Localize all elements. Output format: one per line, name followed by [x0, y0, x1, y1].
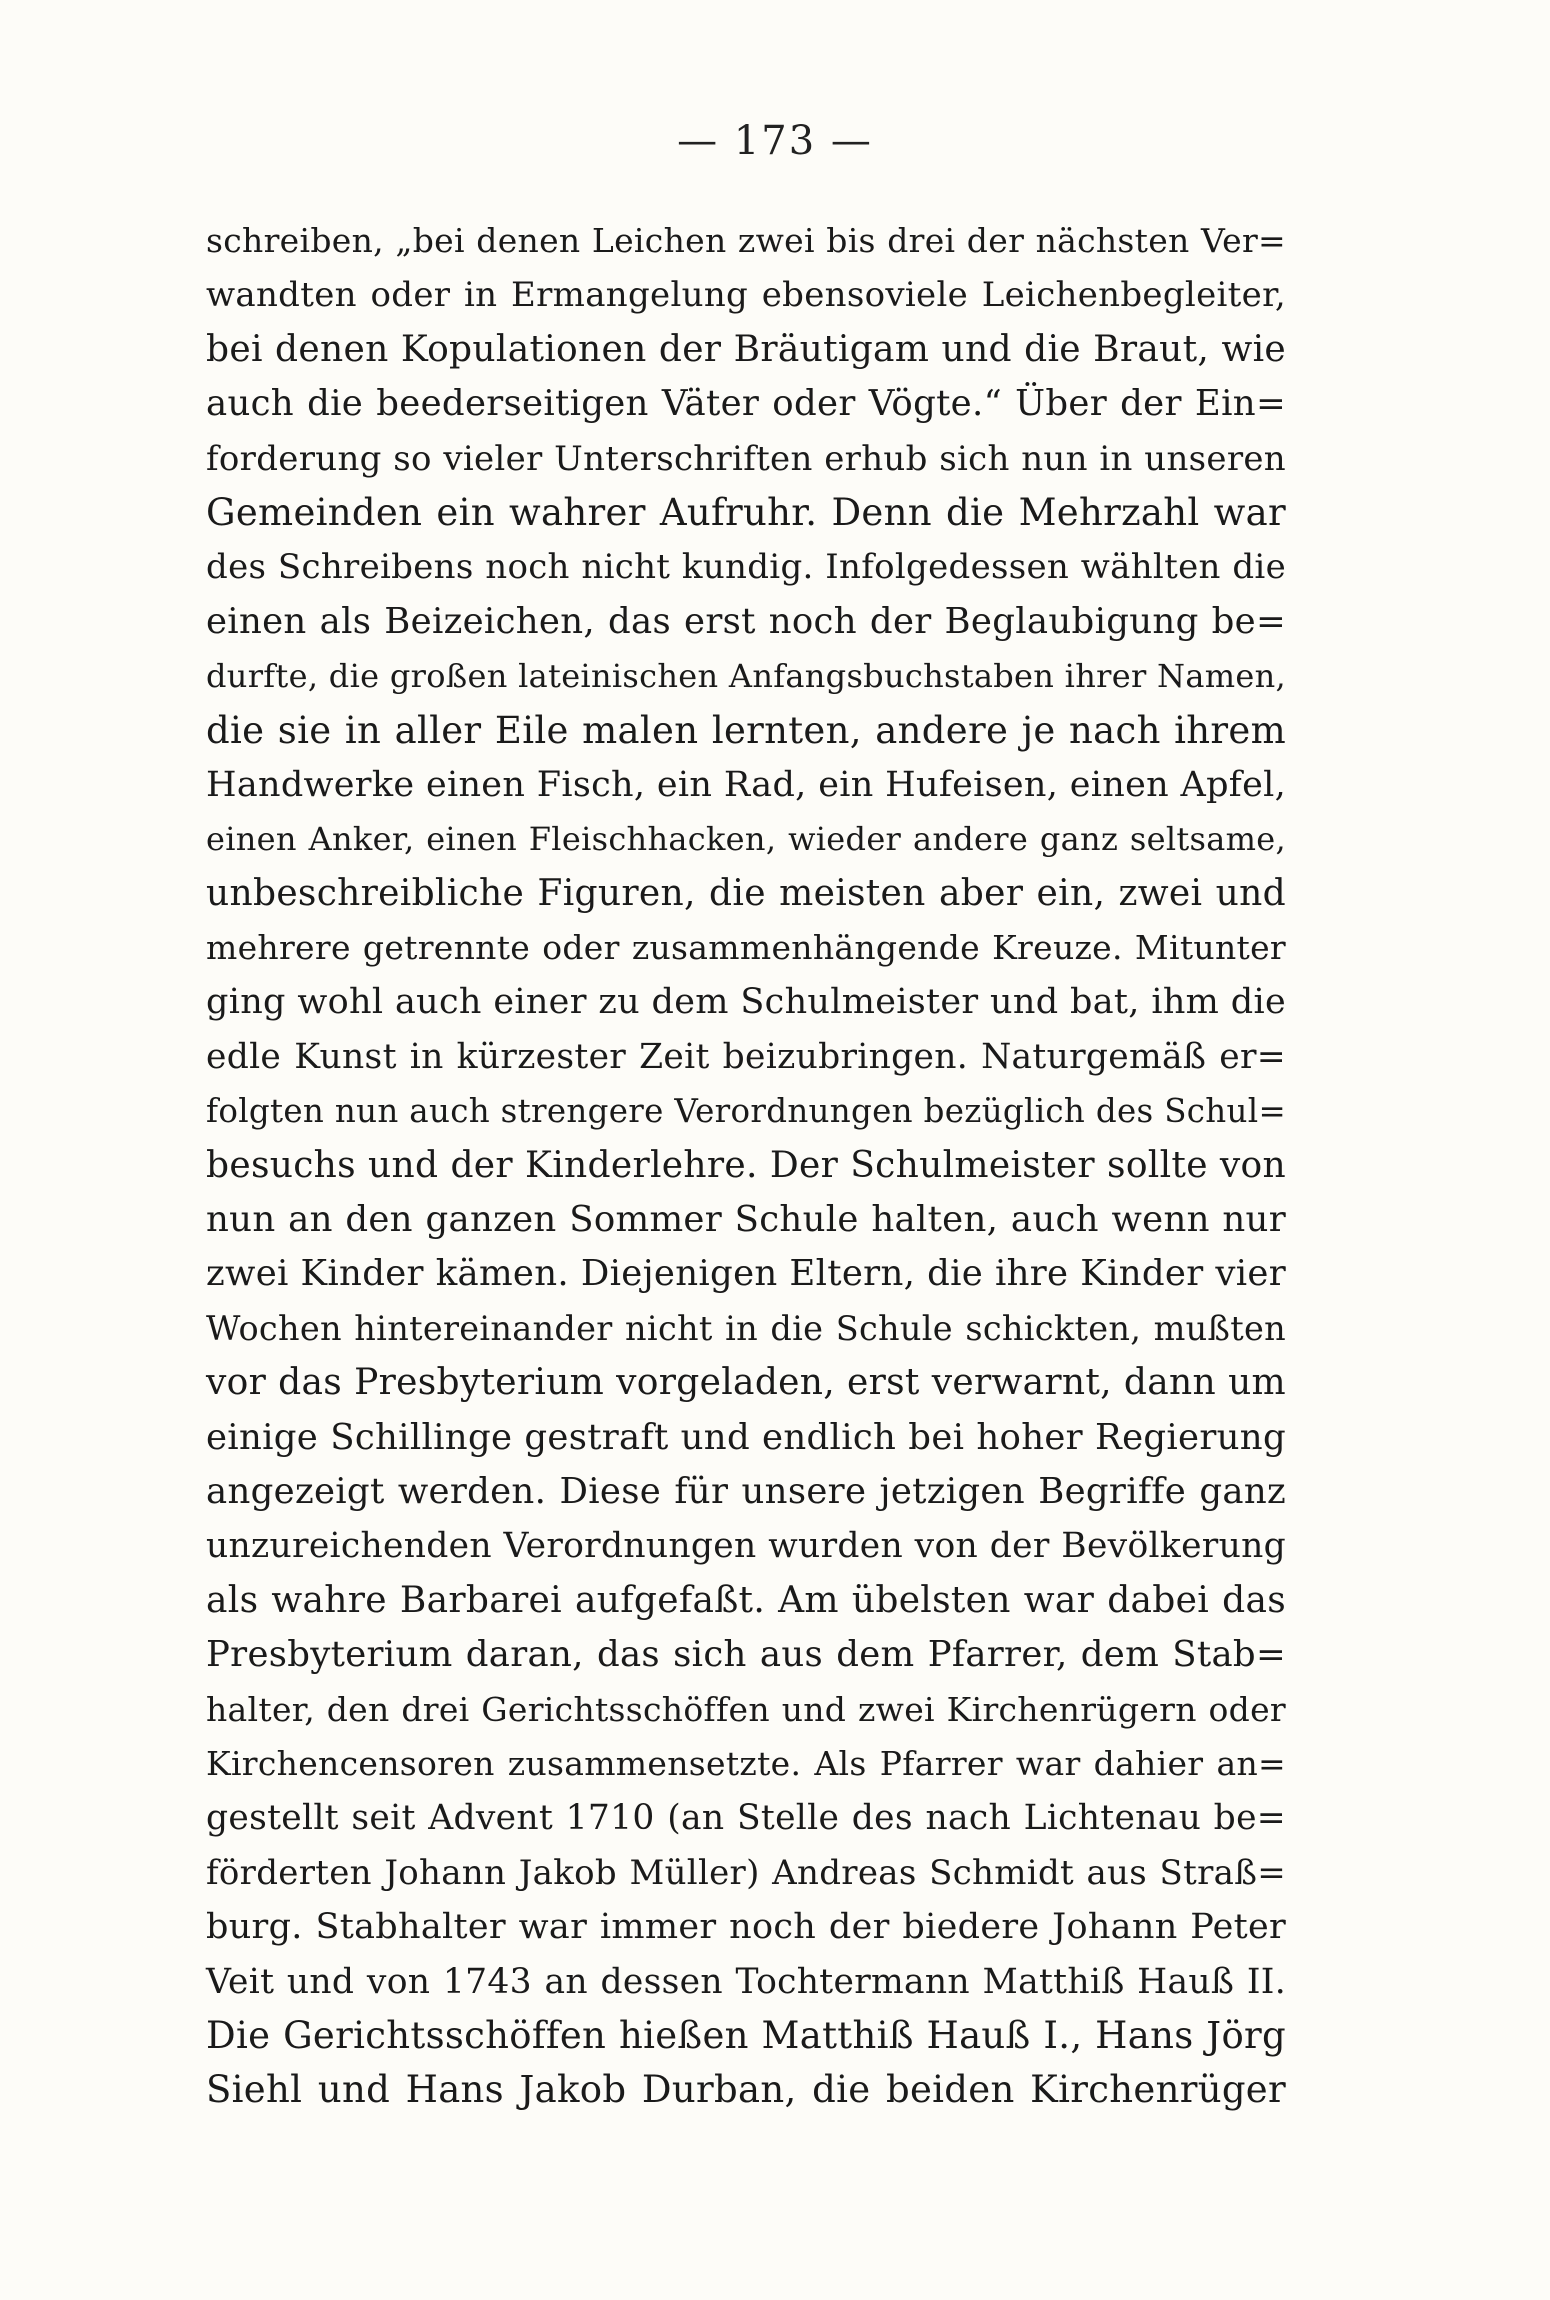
text-line: Veit und von 1743 an dessen Tochtermann Matthiß Hauß II. [206, 1961, 1286, 2002]
text-line: ging wohl auch einer zu dem Schulmeister und bat, ihm die [206, 982, 1286, 1023]
text-line: Kirchencensoren zusammensetzte. Als Pfarrer war dahier an= [206, 1743, 1286, 1783]
text-line: wandten oder in Ermangelung ebensoviele Leichenbegleiter, [206, 275, 1286, 316]
text-line: einige Schillinge gestraft und endlich bei hoher Regierung [206, 1416, 1286, 1458]
text-line: als wahre Barbarei aufgefaßt. Am übelsten war dabei das [206, 1579, 1286, 1621]
text-line: unbeschreibliche Figuren, die meisten aber ein, zwei und [206, 872, 1286, 914]
text-line: Siehl und Hans Jakob Durban, die beiden Kirchenrüger [206, 2068, 1286, 2112]
text-line: halter, den drei Gerichtsschöffen und zwei Kirchenrügern oder [206, 1689, 1286, 1729]
text-line: einen als Beizeichen, das erst noch der Beglaubigung be= [206, 600, 1286, 642]
text-line: auch die beederseitigen Väter oder Vögte.“ Über der Ein= [206, 383, 1286, 425]
text-line: nun an den ganzen Sommer Schule halten, auch wenn nur [206, 1199, 1286, 1241]
text-line: bei denen Kopulationen der Bräutigam und die Braut, wie [206, 328, 1286, 370]
page-body-text [206, 214, 1286, 2118]
text-line: vor das Presbyterium vorgeladen, erst verwarnt, dann um [206, 1362, 1286, 1404]
text-line: gestellt seit Advent 1710 (an Stelle des nach Lichtenau be= [206, 1798, 1286, 1839]
text-line: forderung so vieler Unterschriften erhub sich nun in unseren [206, 438, 1286, 479]
text-line: durfte, die großen lateinischen Anfangsbuchstaben ihrer Namen, [206, 657, 1286, 696]
text-line: des Schreibens noch nicht kundig. Infolgedessen wählten die [206, 547, 1286, 588]
text-line: einen Anker, einen Fleischhacken, wieder andere ganz seltsame, [206, 820, 1286, 859]
text-line: angezeigt werden. Diese für unsere jetzigen Begriffe ganz [206, 1470, 1286, 1512]
text-line: Gemeinden ein wahrer Aufruhr. Denn die Mehrzahl war [206, 490, 1286, 534]
text-line: zwei Kinder kämen. Diejenigen Eltern, die ihre Kinder vier [206, 1253, 1286, 1295]
text-line: Die Gerichtsschöffen hießen Matthiß Hauß I., Hans Jörg [206, 2013, 1286, 2057]
text-line: die sie in aller Eile malen lernten, andere je nach ihrem [206, 708, 1286, 752]
text-line: besuchs und der Kinderlehre. Der Schulmeister sollte von [206, 1144, 1286, 1186]
text-line: folgten nun auch strengere Verordnungen bezüglich des Schul= [206, 1092, 1286, 1131]
text-line: förderten Johann Jakob Müller) Andreas Schmidt aus Straß= [206, 1852, 1286, 1893]
text-line: Handwerke einen Fisch, ein Rad, ein Hufeisen, einen Apfel, [206, 764, 1286, 805]
text-line: unzureichenden Verordnungen wurden von der Bevölkerung [206, 1526, 1286, 1567]
page-number-header: — 173 — [677, 118, 873, 164]
text-line: Wochen hintereinander nicht in die Schule schickten, mußten [206, 1308, 1286, 1348]
text-line: schreiben, „bei denen Leichen zwei bis drei der nächsten Ver= [206, 221, 1286, 260]
text-line: mehrere getrennte oder zusammenhängende Kreuze. Mitunter [206, 928, 1286, 968]
text-line: edle Kunst in kürzester Zeit beizubringen. Naturgemäß er= [206, 1036, 1286, 1077]
text-line: Presbyterium daran, das sich aus dem Pfarrer, dem Stab= [206, 1634, 1286, 1676]
text-line: burg. Stabhalter war immer noch der biedere Johann Peter [206, 1907, 1286, 1948]
